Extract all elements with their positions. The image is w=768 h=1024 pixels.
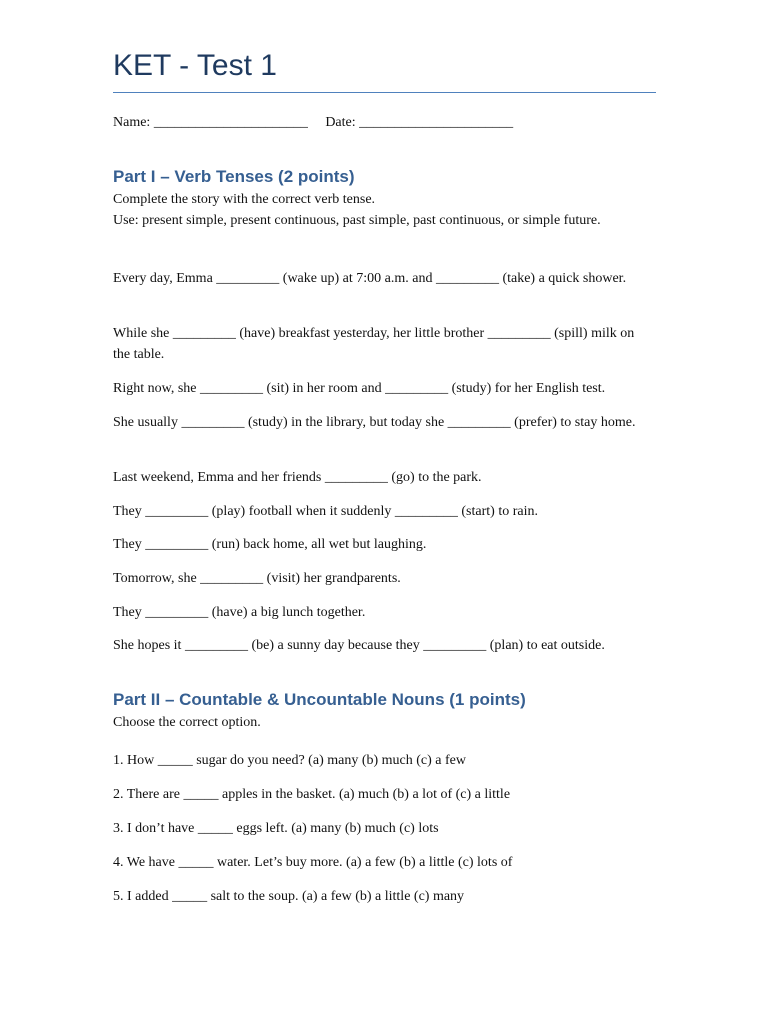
part1-sentence-6: They _________ (play) football when it suddenly _________ (start) to rain. — [113, 504, 538, 519]
part1-sentence-8: Tomorrow, she _________ (visit) her grandparents. — [113, 571, 401, 586]
part2-question-2: 2. There are _____ apples in the basket. (a) much (b) a lot of (c) a little — [113, 787, 511, 802]
name-date-line: Name: ______________________ Date: ______________________ — [113, 115, 514, 130]
part2-question-4: 4. We have _____ water. Let’s buy more. (a) a few (b) a little (c) lots of — [113, 855, 513, 870]
part1-sentence-4: She usually _________ (study) in the library, but today she _________ (prefer) to stay home. — [113, 415, 636, 430]
part1-sentence-10: She hopes it _________ (be) a sunny day because they _________ (plan) to eat outside. — [113, 638, 605, 653]
part2-heading: Part II – Countable & Uncountable Nouns (1 points) — [113, 690, 526, 709]
part2-header-block — [113, 688, 658, 733]
part1-instruction-1: Complete the story with the correct verb tense. — [113, 192, 376, 207]
part2-question-1: 1. How _____ sugar do you need? (a) many (b) much (c) a few — [113, 753, 466, 768]
part1-sentence-7: They _________ (run) back home, all wet but laughing. — [113, 537, 427, 552]
part1-header-block — [113, 165, 658, 231]
part1-sentence-5: Last weekend, Emma and her friends _________ (go) to the park. — [113, 470, 482, 485]
part1-sentence-3: Right now, she _________ (sit) in her room and _________ (study) for her English test. — [113, 381, 606, 396]
part1-instruction-2: Use: present simple, present continuous, past simple, past continuous, or simple future. — [113, 213, 601, 228]
part2-question-3: 3. I don’t have _____ eggs left. (a) many (b) much (c) lots — [113, 821, 439, 836]
part2-question-5: 5. I added _____ salt to the soup. (a) a few (b) a little (c) many — [113, 889, 465, 904]
part1-sentence-2: While she _________ (have) breakfast yesterday, her little brother _________ (spill) milk on the table. — [113, 326, 635, 362]
part2-instruction: Choose the correct option. — [113, 715, 261, 730]
part1-sentence-9: They _________ (have) a big lunch together. — [113, 605, 366, 620]
part1-sentence-1: Every day, Emma _________ (wake up) at 7:00 a.m. and _________ (take) a quick shower. — [113, 271, 627, 286]
part1-heading: Part I – Verb Tenses (2 points) — [113, 167, 355, 186]
title-underline — [113, 92, 656, 93]
document-title: KET - Test 1 — [113, 49, 277, 82]
